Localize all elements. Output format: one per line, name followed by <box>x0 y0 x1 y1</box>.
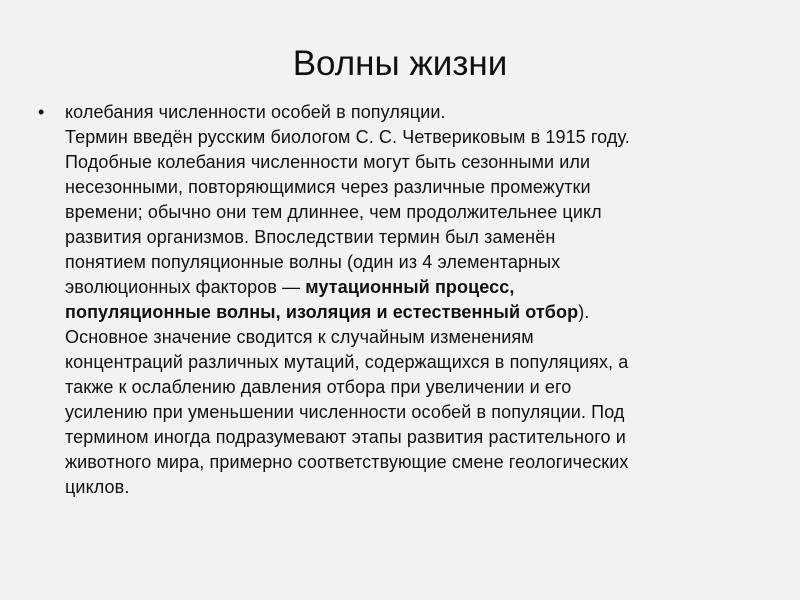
slide-title: Волны жизни <box>292 44 508 83</box>
text-line-2: Термин введён русским биологом С. С. Четвериковым в 1915 году. <box>65 127 630 147</box>
text-line-1: колебания численности особей в популяции. <box>65 102 446 122</box>
text-line-6: развития организмов. Впоследствии термин был заменён <box>65 227 556 247</box>
text-line-11: концентраций различных мутаций, содержащихся в популяциях, а <box>65 352 629 372</box>
text-line-9-suffix: ). <box>578 302 590 322</box>
text-line-13: усилению при уменьшении численности особей в популяции. Под <box>65 402 625 422</box>
text-line-9-bold: популяционные волны, изоляция и естественный отбор <box>65 302 579 322</box>
text-line-10: Основное значение сводится к случайным изменениям <box>65 327 534 347</box>
text-line-8-bold: мутационный процесс, <box>305 277 515 297</box>
bullet-icon: • <box>38 102 45 122</box>
text-line-9 <box>65 300 777 325</box>
text-line-16: циклов. <box>65 477 130 497</box>
bullet-list <box>32 100 777 500</box>
text-line-7: понятием популяционные волны (один из 4 элементарных <box>65 252 561 272</box>
text-line-5: времени; обычно они тем длиннее, чем продолжительнее цикл <box>65 202 602 222</box>
text-line-15: животного мира, примерно соответствующие смене геологических <box>65 452 629 472</box>
text-line-12: также к ослаблению давления отбора при увеличении и его <box>65 377 572 397</box>
text-line-8-prefix: эволюционных факторов — <box>65 277 306 297</box>
bullet-item <box>32 100 777 500</box>
text-line-4: несезонными, повторяющимися через различные промежутки <box>65 177 591 197</box>
text-line-8 <box>65 275 777 300</box>
text-line-14: термином иногда подразумевают этапы развития растительного и <box>65 427 626 447</box>
text-line-3: Подобные колебания численности могут быть сезонными или <box>65 152 591 172</box>
